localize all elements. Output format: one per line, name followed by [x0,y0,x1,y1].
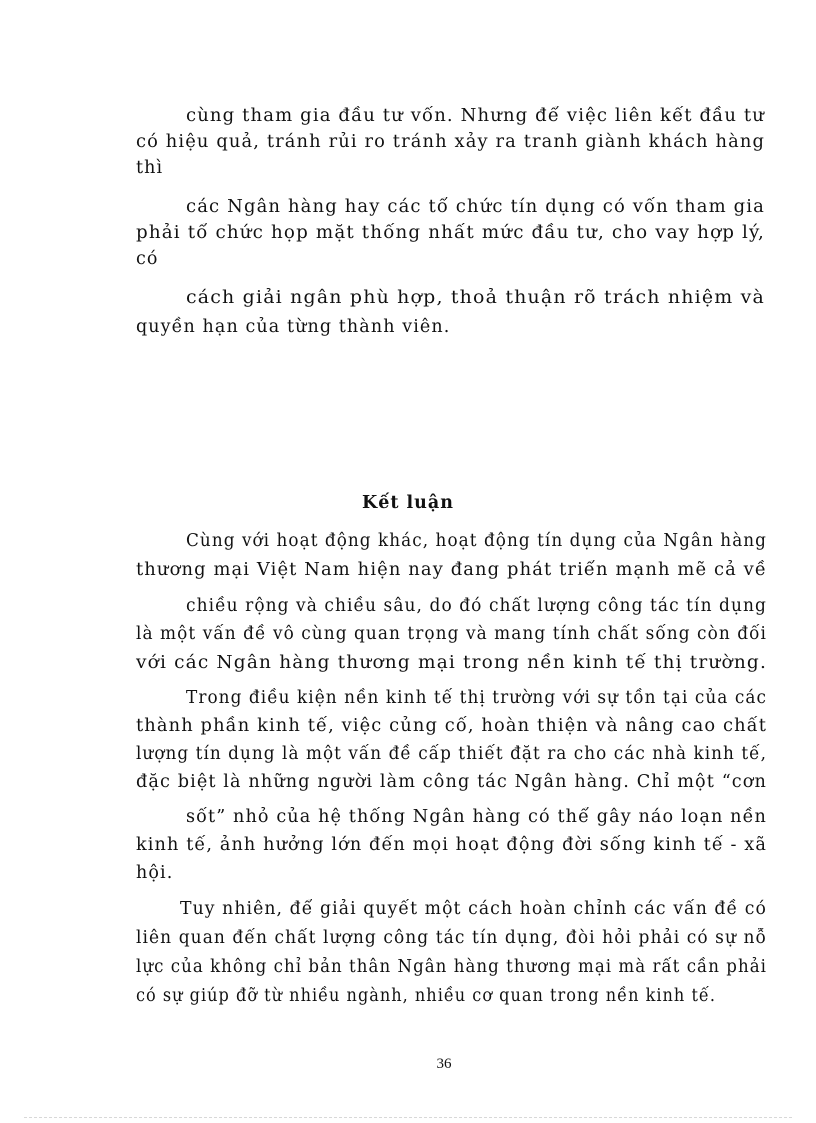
section-heading: Kết luận [362,493,454,513]
body-line: các Ngân hàng hay các tổ chức tín dụng có vốn tham gia [186,197,765,217]
body-line: thành phần kinh tế, việc củng cố, hoàn thiện và nâng cao chất [136,716,767,736]
body-line: quyền hạn của từng thành viên. [136,317,451,337]
body-line: có sự giúp đỡ từ nhiều ngành, nhiều cơ quan trong nền kinh tế. [136,986,716,1006]
body-line: Tuy nhiên, để giải quyết một cách hoàn chỉnh các vấn đề có [180,899,767,919]
body-line: phải tổ chức họp mặt thống nhất mức đầu tư, cho vay hợp lý, [136,223,765,243]
body-line: đặc biệt là những người làm công tác Ngân hàng. Chỉ một “cơn [136,772,767,792]
body-line: sốt” nhỏ của hệ thống Ngân hàng có thể gây náo loạn nền [186,807,768,827]
body-line: chiều rộng và chiều sâu, do đó chất lượng công tác tín dụng [186,596,767,616]
body-line: cách giải ngân phù hợp, thoả thuận rõ trách nhiệm và [186,288,765,308]
body-line: thì [136,158,164,178]
body-line: Cùng với hoạt động khác, hoạt động tín dụng của Ngân hàng [186,531,767,551]
body-line: liên quan đến chất lượng công tác tín dụng, đòi hỏi phải có sự nỗ [136,928,767,948]
body-line: lực của không chỉ bản thân Ngân hàng thương mại mà rất cần phải [136,957,767,977]
body-line: cùng tham gia đầu tư vốn. Nhưng để việc liên kết đầu tư [186,106,765,126]
body-line: kinh tế, ảnh hưởng lớn đến mọi hoạt động đời sống kinh tế - xã [136,835,767,855]
body-line: thương mại Việt Nam hiện nay đang phát triển mạnh mẽ cả về [136,560,767,580]
body-line: có hiệu quả, tránh rủi ro tránh xảy ra tranh giành khách hàng [136,132,765,152]
body-line: với các Ngân hàng thương mại trong nền kinh tế thị trường. [136,653,767,673]
footer-divider [24,1117,792,1118]
body-line: có [136,249,159,269]
page-number: 36 [436,1056,452,1072]
body-line: hội. [136,863,174,883]
body-line: là một vấn đề vô cùng quan trọng và mang tính chất sống còn đối [136,624,767,644]
body-line: Trong điều kiện nền kinh tế thị trường với sự tồn tại của các [186,688,767,708]
body-line: lượng tín dụng là một vấn đề cấp thiết đặt ra cho các nhà kinh tế, [136,744,767,764]
